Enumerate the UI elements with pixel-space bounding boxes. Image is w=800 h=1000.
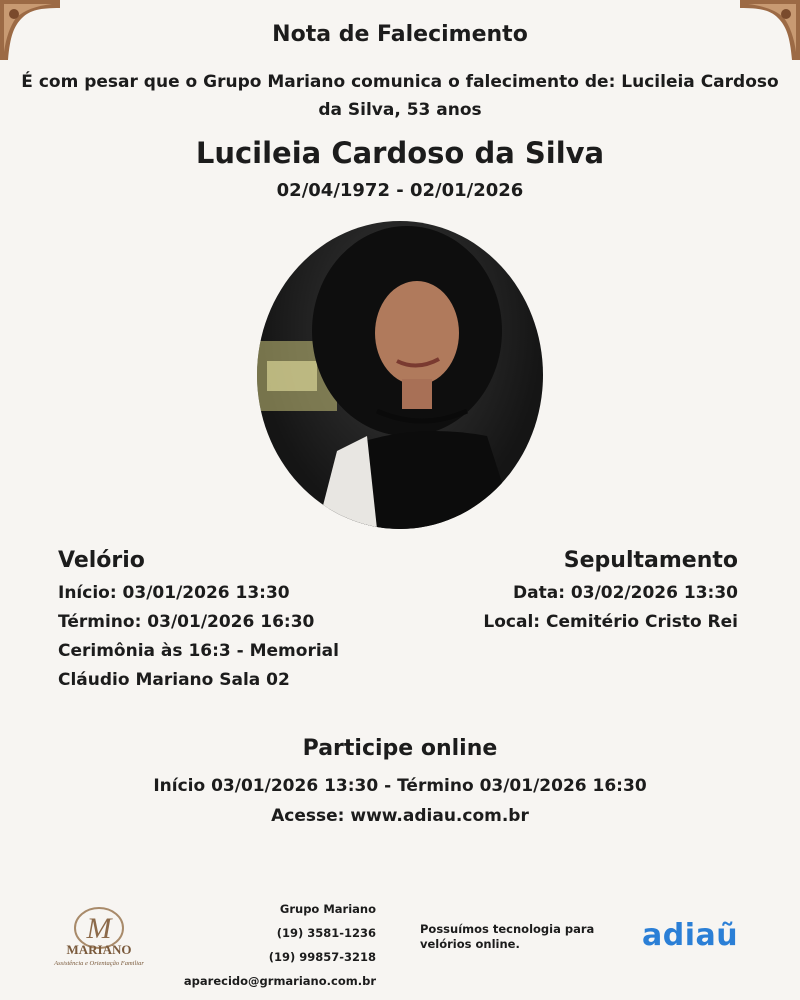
- tech-note: Possuímos tecnologia para velórios online.: [420, 922, 595, 951]
- intro-text: É com pesar que o Grupo Mariano comunica o falecimento de: Lucileia Cardoso da Silva, 53 anos: [21, 72, 779, 120]
- contact-phone-2[interactable]: (19) 99857-3218: [268, 950, 376, 964]
- contact-email[interactable]: aparecido@grmariano.com.br: [183, 974, 376, 988]
- contact-block: [150, 897, 376, 993]
- logo-subtitle: Assistência e Orientação Familiar: [54, 960, 144, 967]
- online-access-link[interactable]: Acesse: www.adiau.com.br: [271, 806, 529, 826]
- logo-text: MARIANO: [66, 942, 132, 957]
- life-dates: 02/04/1972 - 02/01/2026: [276, 180, 524, 201]
- online-times: Início 03/01/2026 13:30 - Término 03/01/2026 16:30: [153, 776, 647, 796]
- adiau-logo[interactable]: [642, 918, 738, 953]
- sepultamento-location: Local: Cemitério Cristo Rei: [483, 612, 738, 632]
- svg-text:M: M: [86, 912, 112, 945]
- deceased-name: Lucileia Cardoso da Silva: [195, 136, 605, 170]
- velorio-heading: Velório: [58, 548, 145, 573]
- velorio-ceremony: Cerimônia às 16:3 - Memorial: [58, 641, 339, 661]
- portrait-photo: [257, 221, 543, 529]
- velorio-section: [58, 548, 388, 695]
- adiau-brand-text: adiaũ: [642, 918, 739, 953]
- grupo-mariano-logo: [44, 904, 154, 970]
- velorio-end: Término: 03/01/2026 16:30: [58, 612, 315, 632]
- online-heading: Participe online: [302, 736, 498, 761]
- sepultamento-section: [408, 548, 738, 637]
- contact-company: Grupo Mariano: [279, 902, 376, 916]
- sepultamento-heading: Sepultamento: [563, 548, 738, 573]
- sepultamento-date: Data: 03/02/2026 13:30: [513, 583, 738, 603]
- velorio-start: Início: 03/01/2026 13:30: [58, 583, 290, 603]
- contact-phone-1[interactable]: (19) 3581-1236: [276, 926, 376, 940]
- velorio-location: Cláudio Mariano Sala 02: [58, 670, 290, 690]
- page-title: Nota de Falecimento: [272, 22, 528, 47]
